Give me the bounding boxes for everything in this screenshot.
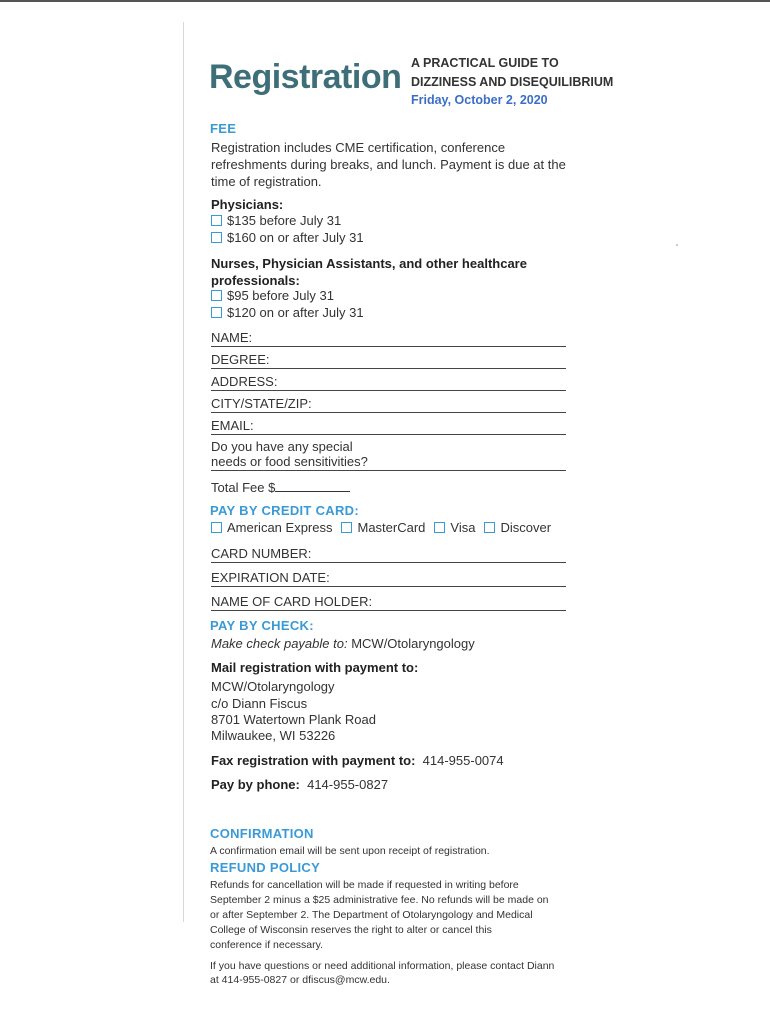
option-label: $135 before July 31 [227, 213, 342, 228]
event-title-line1: A PRACTICAL GUIDE TO [411, 56, 559, 70]
mail-label: Mail registration with payment to: [211, 660, 419, 675]
checkbox[interactable] [211, 232, 222, 243]
payable-label: Make check payable to: [211, 636, 348, 651]
refund-heading: REFUND POLICY [210, 860, 321, 875]
checkbox[interactable] [211, 307, 222, 318]
card-label: Visa [450, 520, 476, 535]
contact-line2: at 414-955-0827 or dfiscus@mcw.edu. [210, 974, 390, 986]
card-option-amex[interactable] [211, 520, 332, 535]
card-option-visa[interactable] [434, 520, 475, 535]
card-option-discover[interactable] [484, 520, 551, 535]
email-field[interactable] [211, 415, 566, 435]
card-label: American Express [227, 520, 333, 535]
expiration-date-label: EXPIRATION DATE: [211, 570, 330, 585]
name-field[interactable] [211, 327, 566, 347]
degree-field[interactable] [211, 349, 566, 369]
city-state-zip-label: CITY/STATE/ZIP: [211, 396, 312, 411]
email-label: EMAIL: [211, 418, 254, 433]
checkbox[interactable] [434, 522, 445, 533]
physician-option-early[interactable] [211, 213, 341, 228]
checkbox[interactable] [211, 290, 222, 301]
address-label: ADDRESS: [211, 374, 278, 389]
total-fee-label: Total Fee $ [211, 480, 276, 495]
option-label: $120 on or after July 31 [227, 305, 364, 320]
mail-address-line3: 8701 Watertown Plank Road [211, 712, 377, 727]
degree-label: DEGREE: [211, 352, 270, 367]
card-number-field[interactable] [211, 543, 566, 563]
scan-speck [676, 244, 678, 246]
contact-line1: If you have questions or need additional information, please contact Diann [210, 960, 555, 972]
card-label: MasterCard [357, 520, 426, 535]
option-label: $95 before July 31 [227, 288, 334, 303]
fax-number: 414-955-0074 [422, 753, 504, 768]
mail-address-line2: c/o Diann Fiscus [211, 696, 308, 711]
mail-address-line1: MCW/Otolaryngology [211, 679, 335, 694]
physicians-label: Physicians: [211, 197, 284, 212]
fax-label: Fax registration with payment to: [211, 753, 416, 768]
fax-line [211, 752, 504, 769]
fee-desc-line3: time of registration. [211, 174, 322, 189]
payable-to: MCW/Otolaryngology [351, 636, 475, 651]
phone-number: 414-955-0827 [307, 777, 389, 792]
page-left-border [183, 22, 184, 922]
page-top-border [0, 0, 770, 2]
refund-line5: conference if necessary. [210, 939, 324, 951]
refund-line4: College of Wisconsin reserves the right to alter or cancel this [210, 924, 492, 936]
phone-line [211, 776, 388, 793]
checkbox[interactable] [211, 522, 222, 533]
special-needs-label-line2: needs or food sensitivities? [211, 454, 368, 469]
checkbox[interactable] [484, 522, 495, 533]
total-fee-blank[interactable] [275, 479, 350, 492]
total-fee-field[interactable] [211, 479, 350, 496]
page-title: Registration [209, 58, 402, 96]
check-heading: PAY BY CHECK: [210, 618, 314, 633]
credit-card-heading: PAY BY CREDIT CARD: [210, 503, 359, 518]
city-state-zip-field[interactable] [211, 393, 566, 413]
checkbox[interactable] [341, 522, 352, 533]
event-date: Friday, October 2, 2020 [411, 93, 548, 107]
special-needs-label-line1: Do you have any special [211, 439, 353, 454]
confirmation-heading: CONFIRMATION [210, 826, 314, 841]
nurses-label-line2: professionals: [211, 273, 300, 288]
refund-line2: September 2 minus a $25 administrative fee. No refunds will be made on [210, 894, 549, 906]
card-number-label: CARD NUMBER: [211, 546, 312, 561]
nurses-label-line1: Nurses, Physician Assistants, and other healthcare [211, 256, 527, 271]
refund-line1: Refunds for cancellation will be made if requested in writing before [210, 879, 519, 891]
card-option-mastercard[interactable] [341, 520, 425, 535]
refund-line3: or after September 2. The Department of Otolaryngology and Medical [210, 909, 533, 921]
special-needs-field[interactable] [211, 451, 566, 471]
card-holder-label: NAME OF CARD HOLDER: [211, 594, 373, 609]
physician-option-late[interactable] [211, 230, 364, 245]
confirmation-text: A confirmation email will be sent upon receipt of registration. [210, 845, 490, 857]
nurse-option-early[interactable] [211, 288, 334, 303]
option-label: $160 on or after July 31 [227, 230, 364, 245]
nurse-option-late[interactable] [211, 305, 364, 320]
phone-label: Pay by phone: [211, 777, 300, 792]
name-label: NAME: [211, 330, 253, 345]
fee-desc-line1: Registration includes CME certification, conference [211, 140, 506, 155]
event-title-line2: DIZZINESS AND DISEQUILIBRIUM [411, 75, 614, 89]
checkbox[interactable] [211, 215, 222, 226]
payable-line [211, 635, 475, 652]
expiration-date-field[interactable] [211, 567, 566, 587]
fee-desc-line2: refreshments during breaks, and lunch. Payment is due at the [211, 157, 566, 172]
mail-address-line4: Milwaukee, WI 53226 [211, 728, 336, 743]
card-label: Discover [500, 520, 552, 535]
address-field[interactable] [211, 371, 566, 391]
fee-heading: FEE [210, 121, 237, 136]
card-type-options [211, 520, 560, 535]
card-holder-field[interactable] [211, 591, 566, 611]
